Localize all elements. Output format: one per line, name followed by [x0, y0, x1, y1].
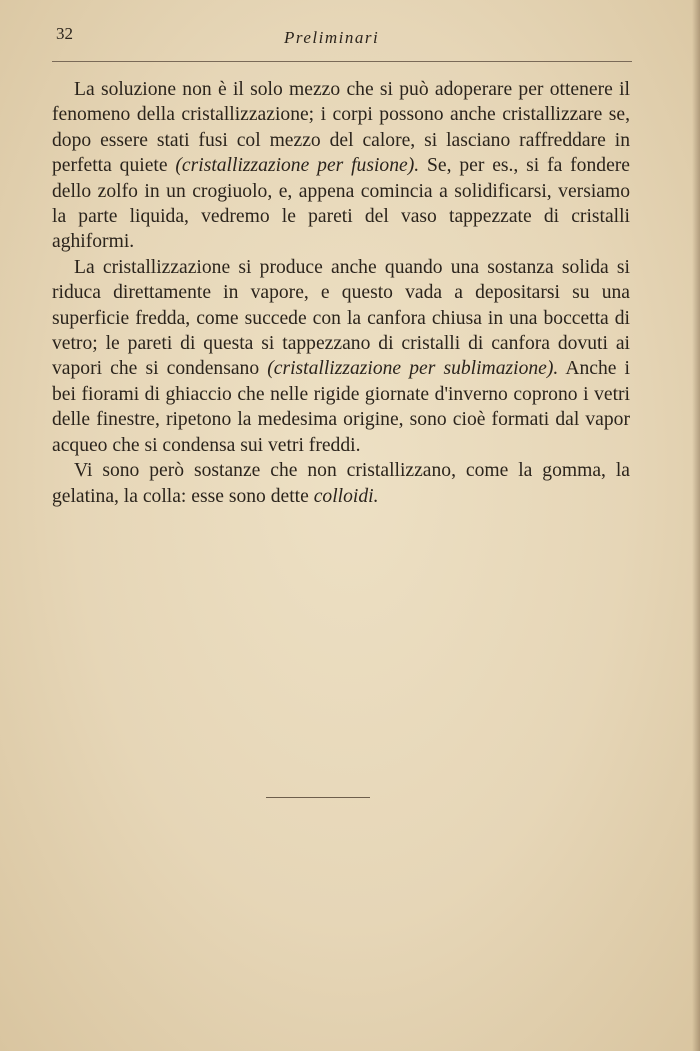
paragraph-sublimation — [52, 255, 630, 458]
paragraph-fusion — [52, 77, 630, 255]
running-title: Preliminari — [284, 28, 380, 47]
header-rule — [52, 61, 632, 62]
italic-term: (cristallizzazione per sublimazione). — [267, 358, 559, 380]
page-header — [56, 24, 636, 54]
paragraph-text: La soluzione non è il solo mezzo che si può adoperare per ottenere il fenomeno della cristallizzazione; i corpi possono anche cristallizzare se, dopo essere stati fusi col mezzo del calore, si lasciano raffreddare in perfetta quiete — [52, 79, 630, 177]
paragraph-text: Se, per es., si fa fondere dello zolfo in un crogiuolo, e, appena comincia a solidificarsi, versiamo la parte liquida, vedremo le pareti del vaso tappezzate di cristalli aghiformi. — [52, 155, 630, 253]
page-edge-shadow — [692, 0, 700, 1051]
page-number: 32 — [56, 24, 73, 43]
paragraph-text: Anche i bei fiorami di ghiaccio che nelle rigide giornate d'inverno coprono i vetri delle finestre, ripetono la medesima origine, sono cioè formati dal vapor acqueo che si condensa sui vetri freddi. — [52, 358, 631, 456]
section-end-rule — [266, 797, 370, 798]
paragraph-text: La cristallizzazione si produce anche quando una sostanza solida si riduca direttamente in vapore, e questo vada a depositarsi su una superficie fredda, come succede con la canfora chiusa in una boccetta di vetro; le pareti di questa si tappezzano di cristalli di canfora dovuti ai vapori che si condensano — [52, 256, 630, 380]
paragraph-text: Vi sono però sostanze che non cristallizzano, come la gomma, la gelatina, la colla: esse sono dette — [52, 460, 630, 507]
body-text — [52, 77, 630, 509]
italic-term: colloidi. — [313, 485, 379, 507]
paragraph-colloids — [52, 458, 630, 509]
italic-term: (cristallizzazione per fusione). — [175, 155, 420, 177]
